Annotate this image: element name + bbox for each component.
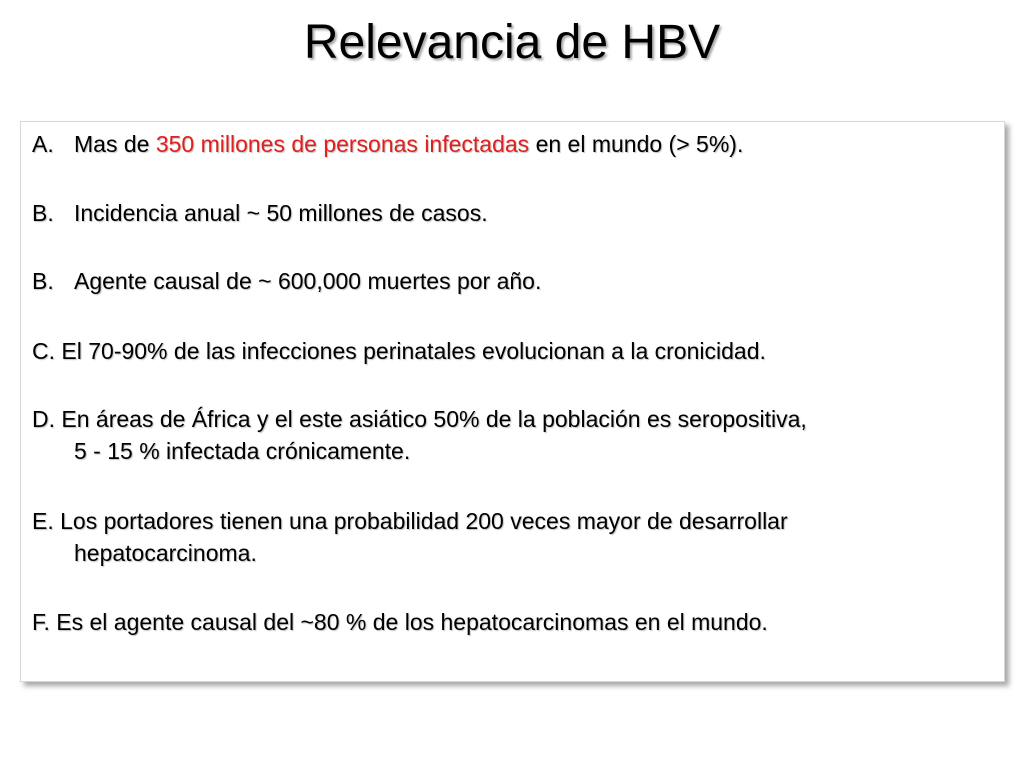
item-text: Incidencia anual ~ 50 millones de casos. — [74, 200, 488, 226]
list-item-a — [32, 128, 997, 160]
item-continuation: 5 - 15 % infectada crónicamente. — [74, 438, 411, 464]
list-item-b1 — [32, 197, 997, 229]
content-box — [20, 121, 1005, 682]
item-text: En áreas de África y el este asiático 50% de la población es seropositiva, — [61, 406, 807, 432]
item-text: Mas de — [74, 131, 156, 157]
item-marker: B. — [32, 200, 54, 226]
item-text: Agente causal de ~ 600,000 muertes por año. — [74, 268, 542, 294]
item-text-end: en el mundo (> 5%). — [529, 131, 744, 157]
item-continuation: hepatocarcinoma. — [74, 540, 257, 566]
item-text: Los portadores tienen una probabilidad 200 veces mayor de desarrollar — [60, 508, 788, 534]
item-marker: A. — [32, 131, 54, 157]
item-marker: F. — [32, 609, 50, 635]
item-marker: E. — [32, 508, 54, 534]
item-highlight-text: 350 millones de personas infectadas — [155, 131, 530, 157]
item-marker: B. — [32, 268, 54, 294]
list-item-f — [32, 606, 997, 638]
item-text: El 70-90% de las infecciones perinatales evolucionan a la cronicidad. — [61, 338, 766, 364]
list-item-b2 — [32, 265, 997, 297]
list-item-e — [32, 505, 997, 569]
item-text: Es el agente causal del ~80 % de los hepatocarcinomas en el mundo. — [56, 609, 768, 635]
slide-title: Relevancia de HBV — [303, 16, 721, 69]
item-marker: D. — [32, 406, 55, 432]
list-item-c — [32, 335, 997, 367]
list-item-d — [32, 403, 997, 467]
item-marker: C. — [32, 338, 55, 364]
